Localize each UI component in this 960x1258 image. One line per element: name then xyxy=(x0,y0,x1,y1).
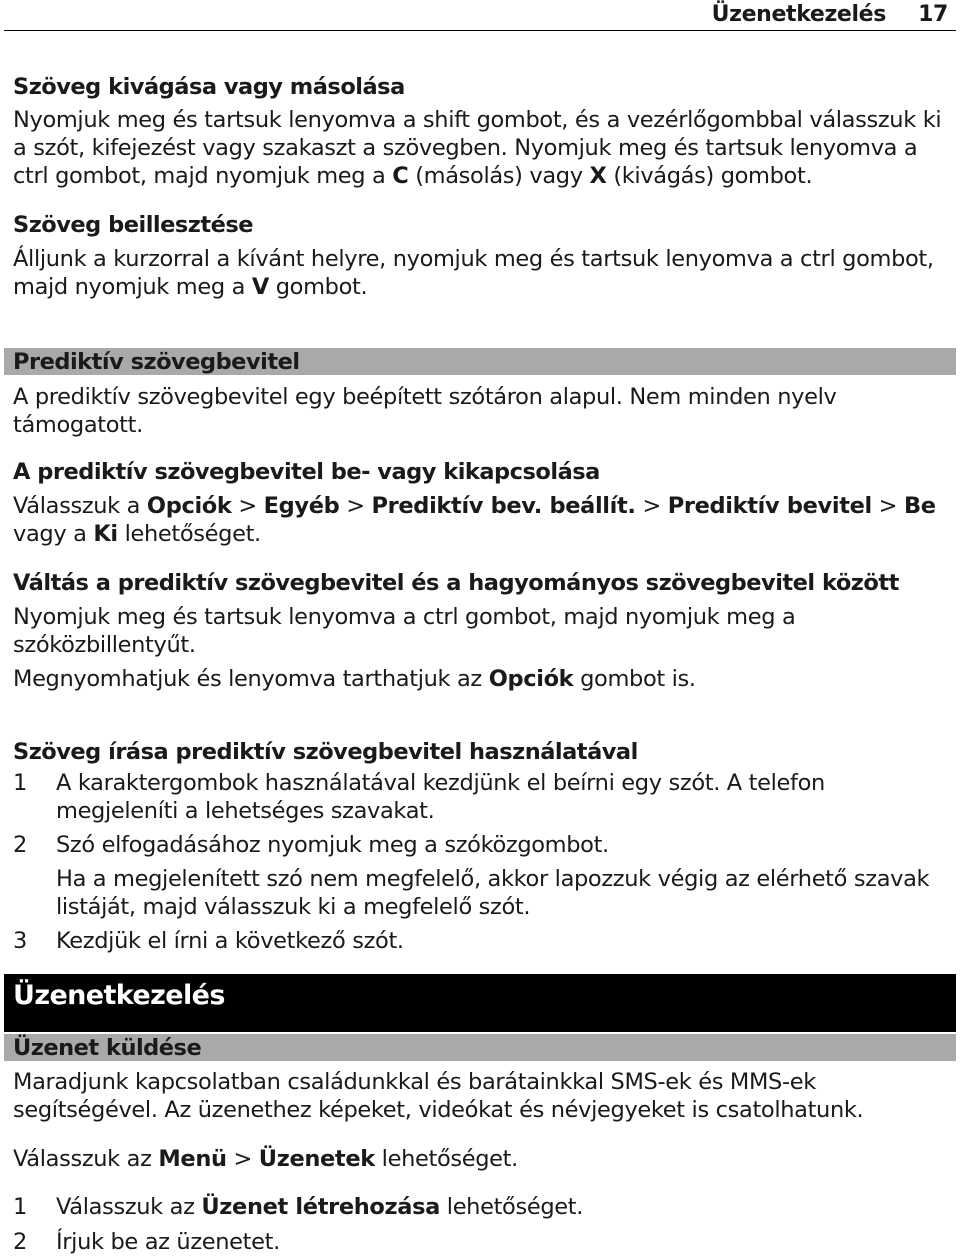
step-number: 1 xyxy=(13,1194,27,1220)
toggle-paragraph: Válasszuk a Opciók > Egyéb > Prediktív bev. beállít. > Prediktív bevitel > Be vagy a Ki lehetőséget. xyxy=(13,493,936,547)
menu-ki: Ki xyxy=(93,521,118,547)
step-text: Írjuk be az üzenetet. xyxy=(56,1229,280,1255)
menu-pred-bevitel: Prediktív bevitel xyxy=(667,493,872,519)
step-text: Válasszuk az Üzenet létrehozása lehetőséget. xyxy=(56,1194,584,1220)
section-title-send: Üzenet küldése xyxy=(13,1035,202,1061)
messaging-nav: Válasszuk az Menü > Üzenetek lehetőséget. xyxy=(13,1146,518,1172)
toggle-heading: A prediktív szövegbevitel be- vagy kikapcsolása xyxy=(13,459,600,485)
header-rule xyxy=(4,30,956,31)
menu-egyeb: Egyéb xyxy=(263,493,340,519)
menu-menu: Menü xyxy=(158,1146,227,1172)
key-x: X xyxy=(589,163,607,189)
chapter-title: Üzenetkezelés xyxy=(13,980,225,1011)
menu-be: Be xyxy=(903,493,936,519)
switch-paragraph-2: Megnyomhatjuk és lenyomva tarthatjuk az Opciók gombot is. xyxy=(13,666,696,692)
key-c: C xyxy=(392,163,409,189)
switch-paragraph: Nyomjuk meg és tartsuk lenyomva a ctrl gombot, majd nyomjuk meg a szóközbillentyűt. xyxy=(13,604,796,658)
menu-bev-beallit: Prediktív bev. beállít. xyxy=(371,493,636,519)
header-title: Üzenetkezelés xyxy=(711,2,886,27)
step-number: 2 xyxy=(13,1229,27,1255)
section-title-predictive: Prediktív szövegbevitel xyxy=(13,349,300,375)
step-text: Szó elfogadásához nyomjuk meg a szóközgombot. xyxy=(56,832,609,858)
step-number: 3 xyxy=(13,928,27,954)
key-v: V xyxy=(251,274,269,300)
section-band-send xyxy=(4,1034,956,1061)
menu-opciok: Opciók xyxy=(146,493,232,519)
step-number: 2 xyxy=(13,832,27,858)
step-note: Ha a megjelenített szó nem megfelelő, akkor lapozzuk végig az elérhető szavak listáját, majd válasszuk ki a megfelelő szót. xyxy=(56,866,930,920)
step-text: Kezdjük el írni a következő szót. xyxy=(56,928,404,954)
chapter-band-messaging xyxy=(4,974,956,1032)
messaging-intro: Maradjunk kapcsolatban családunkkal és barátainkkal SMS-ek és MMS-ek segítségével. Az üzenethez képeket, videókat és névjegyeket is csatolhatunk. xyxy=(13,1069,864,1123)
menu-uzenet-letrehozasa: Üzenet létrehozása xyxy=(201,1194,440,1220)
page-header xyxy=(0,0,960,32)
page-number: 17 xyxy=(918,2,948,27)
step-text: A karaktergombok használatával kezdjünk el beírni egy szót. A telefon megjeleníti a lehetséges szavakat. xyxy=(56,770,825,824)
paste-paragraph: Álljunk a kurzorral a kívánt helyre, nyomjuk meg és tartsuk lenyomva a ctrl gombot, majd nyomjuk meg a V gombot. xyxy=(13,246,934,300)
copy-heading: Szöveg kivágása vagy másolása xyxy=(13,74,405,100)
step-number: 1 xyxy=(13,770,27,796)
paste-heading: Szöveg beillesztése xyxy=(13,212,254,238)
write-heading: Szöveg írása prediktív szövegbevitel használatával xyxy=(13,739,638,765)
switch-heading: Váltás a prediktív szövegbevitel és a hagyományos szövegbevitel között xyxy=(13,570,899,596)
key-opciok: Opciók xyxy=(488,666,574,692)
menu-uzenetek: Üzenetek xyxy=(258,1146,375,1172)
copy-paragraph: Nyomjuk meg és tartsuk lenyomva a shift gombot, és a vezérlőgombbal válasszuk ki a szót, kifejezést vagy szakaszt a szövegben. Nyomjuk meg és tartsuk lenyomva a ctrl gombot, majd nyomjuk meg a C (másolás) vagy X (kivágás) gombot. xyxy=(13,107,942,189)
section-band-predictive xyxy=(4,348,956,375)
predictive-intro: A prediktív szövegbevitel egy beépített szótáron alapul. Nem minden nyelv támogatott. xyxy=(13,384,837,438)
